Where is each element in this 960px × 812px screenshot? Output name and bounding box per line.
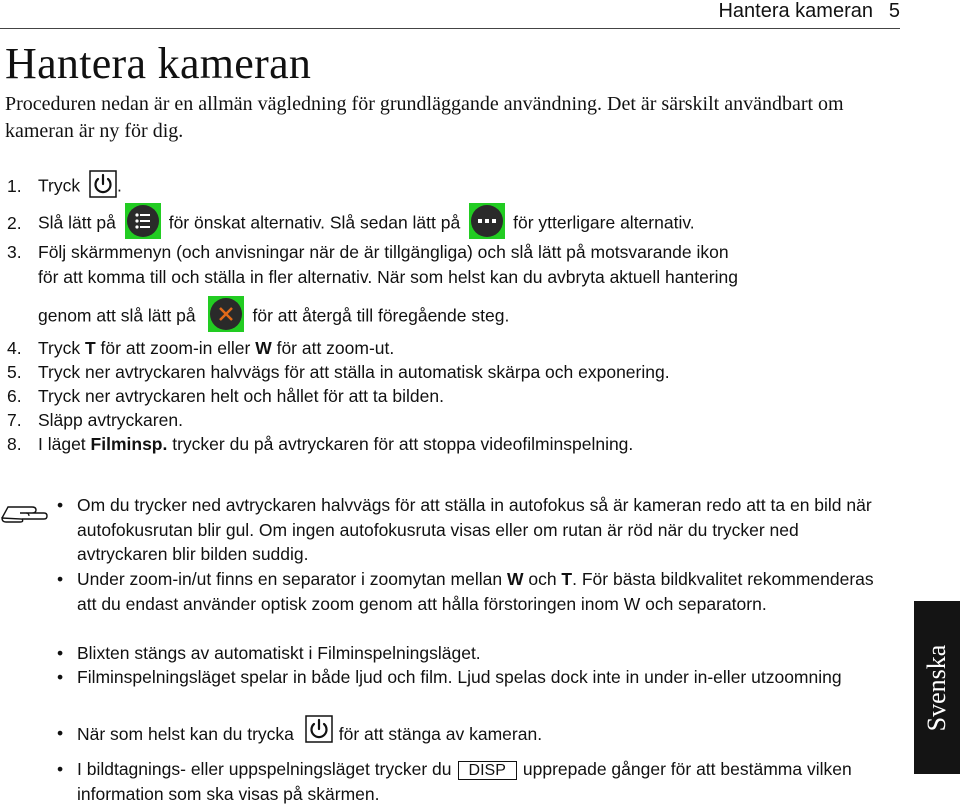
- step-text: trycker du på avtryckaren för att stoppa videofilminspelning.: [167, 434, 634, 454]
- tele-key: T: [561, 569, 573, 589]
- bullet-dot: •: [57, 495, 64, 515]
- note-text-part: och: [523, 569, 562, 589]
- step-7: [7, 408, 183, 432]
- wide-key: W: [506, 569, 524, 589]
- power-button-icon: [89, 170, 117, 204]
- step-text-mid: för önskat alternativ. Slå sedan lätt på: [168, 212, 461, 233]
- power-button-icon: [305, 715, 333, 750]
- step-1: [7, 170, 122, 204]
- step-text-end: .: [117, 175, 122, 196]
- step-number: 8.: [7, 434, 22, 454]
- step-number: 7.: [7, 410, 22, 430]
- running-header: [0, 0, 900, 29]
- note-text: Blixten stängs av automatiskt i Filminspelningsläget.: [77, 643, 481, 663]
- more-options-icon: [469, 203, 505, 245]
- note-hand-icon: [0, 498, 48, 529]
- step-text: Tryck: [38, 175, 81, 196]
- cancel-icon: [208, 296, 244, 338]
- step-text: för att zoom-ut.: [271, 338, 395, 358]
- header-title: Hantera kameran: [718, 0, 873, 22]
- step-number: 3.: [7, 242, 22, 262]
- step-text: Tryck ner avtryckaren halvvägs för att ställa in automatisk skärpa och exponering.: [38, 362, 670, 382]
- step-text: I läget: [38, 434, 91, 454]
- note-text-part: upprepade gånger för att bestämma vilken information som ska visas på skärmen.: [77, 759, 852, 804]
- step-number: 5.: [7, 362, 22, 382]
- step-2: [7, 203, 695, 245]
- step-3: [7, 240, 729, 264]
- step-text: för att zoom-in eller: [95, 338, 256, 358]
- tele-key: T: [84, 338, 96, 358]
- note-text-part: När som helst kan du trycka: [77, 723, 294, 744]
- bullet-dot: •: [57, 723, 64, 743]
- bullet-dot: •: [57, 667, 64, 687]
- page-title: Hantera kameran: [5, 39, 312, 88]
- note-text-part: Under zoom-in/ut finns en separator i zoomytan mellan: [77, 569, 507, 589]
- step-text-end: för ytterligare alternativ.: [513, 212, 695, 233]
- step-number: 4.: [7, 338, 22, 358]
- step-number: 6.: [7, 386, 22, 406]
- step-8: [7, 432, 633, 456]
- note-text: Om du trycker ned avtryckaren halvvägs för att ställa in autofokus så är kameran redo att ta en bild när autofokusrutan blir gul. Om ingen autofokusruta visas eller om rutan är röd när du trycker ned avtryckaren blir bilden suddig.: [77, 495, 872, 564]
- mode-name: Filminsp.: [90, 434, 168, 454]
- step-number: 1.: [7, 175, 22, 196]
- step-6: [7, 384, 444, 408]
- disp-button-icon: DISP: [458, 761, 517, 780]
- step-number: 2.: [7, 212, 22, 233]
- note-text: [77, 567, 882, 616]
- page-number: 5: [888, 0, 900, 22]
- bullet-dot: •: [57, 759, 64, 779]
- note-text-part: I bildtagnings- eller uppspelningsläget trycker du: [77, 759, 452, 779]
- note-text-part: . För bästa bildkvalitet rekommenderas att du endast använder optisk zoom genom att hålla förstoringen inom W och separatorn.: [77, 569, 874, 614]
- step-3-line-2: för att komma till och ställa in fler alternativ. När som helst kan du avbryta aktuell hantering: [38, 267, 738, 287]
- step-3-line-3: [38, 296, 509, 338]
- step-text: Tryck ner avtryckaren helt och hållet för att ta bilden.: [38, 386, 444, 406]
- intro-paragraph: Proceduren nedan är en allmän vägledning för grundläggande användning. Det är särskilt användbart om kameran är ny för dig.: [5, 93, 844, 142]
- bullet-dot: •: [57, 569, 64, 589]
- menu-icon: [125, 203, 161, 245]
- step-4: [7, 336, 394, 360]
- language-tab: [914, 601, 960, 774]
- step-text: Släpp avtryckaren.: [38, 410, 183, 430]
- step-text: Slå lätt på: [38, 212, 116, 233]
- note-text: [77, 721, 882, 750]
- note-text-part: för att stänga av kameran.: [338, 723, 543, 744]
- step-text: genom att slå lätt på: [38, 305, 196, 326]
- note-text: [77, 757, 882, 806]
- step-text-end: för att återgå till föregående steg.: [252, 305, 510, 326]
- language-tab-label: Svenska: [922, 644, 951, 731]
- step-5: [7, 360, 670, 384]
- note-text: Filminspelningsläget spelar in både ljud och film. Ljud spelas dock inte in under in-eller utzoomning: [77, 667, 842, 687]
- step-text: Tryck: [38, 338, 85, 358]
- step-text-line-1: Följ skärmmenyn (och anvisningar när de är tillgängliga) och slå lätt på motsvarande ikon: [38, 242, 729, 262]
- bullet-dot: •: [57, 643, 64, 663]
- wide-key: W: [255, 338, 272, 358]
